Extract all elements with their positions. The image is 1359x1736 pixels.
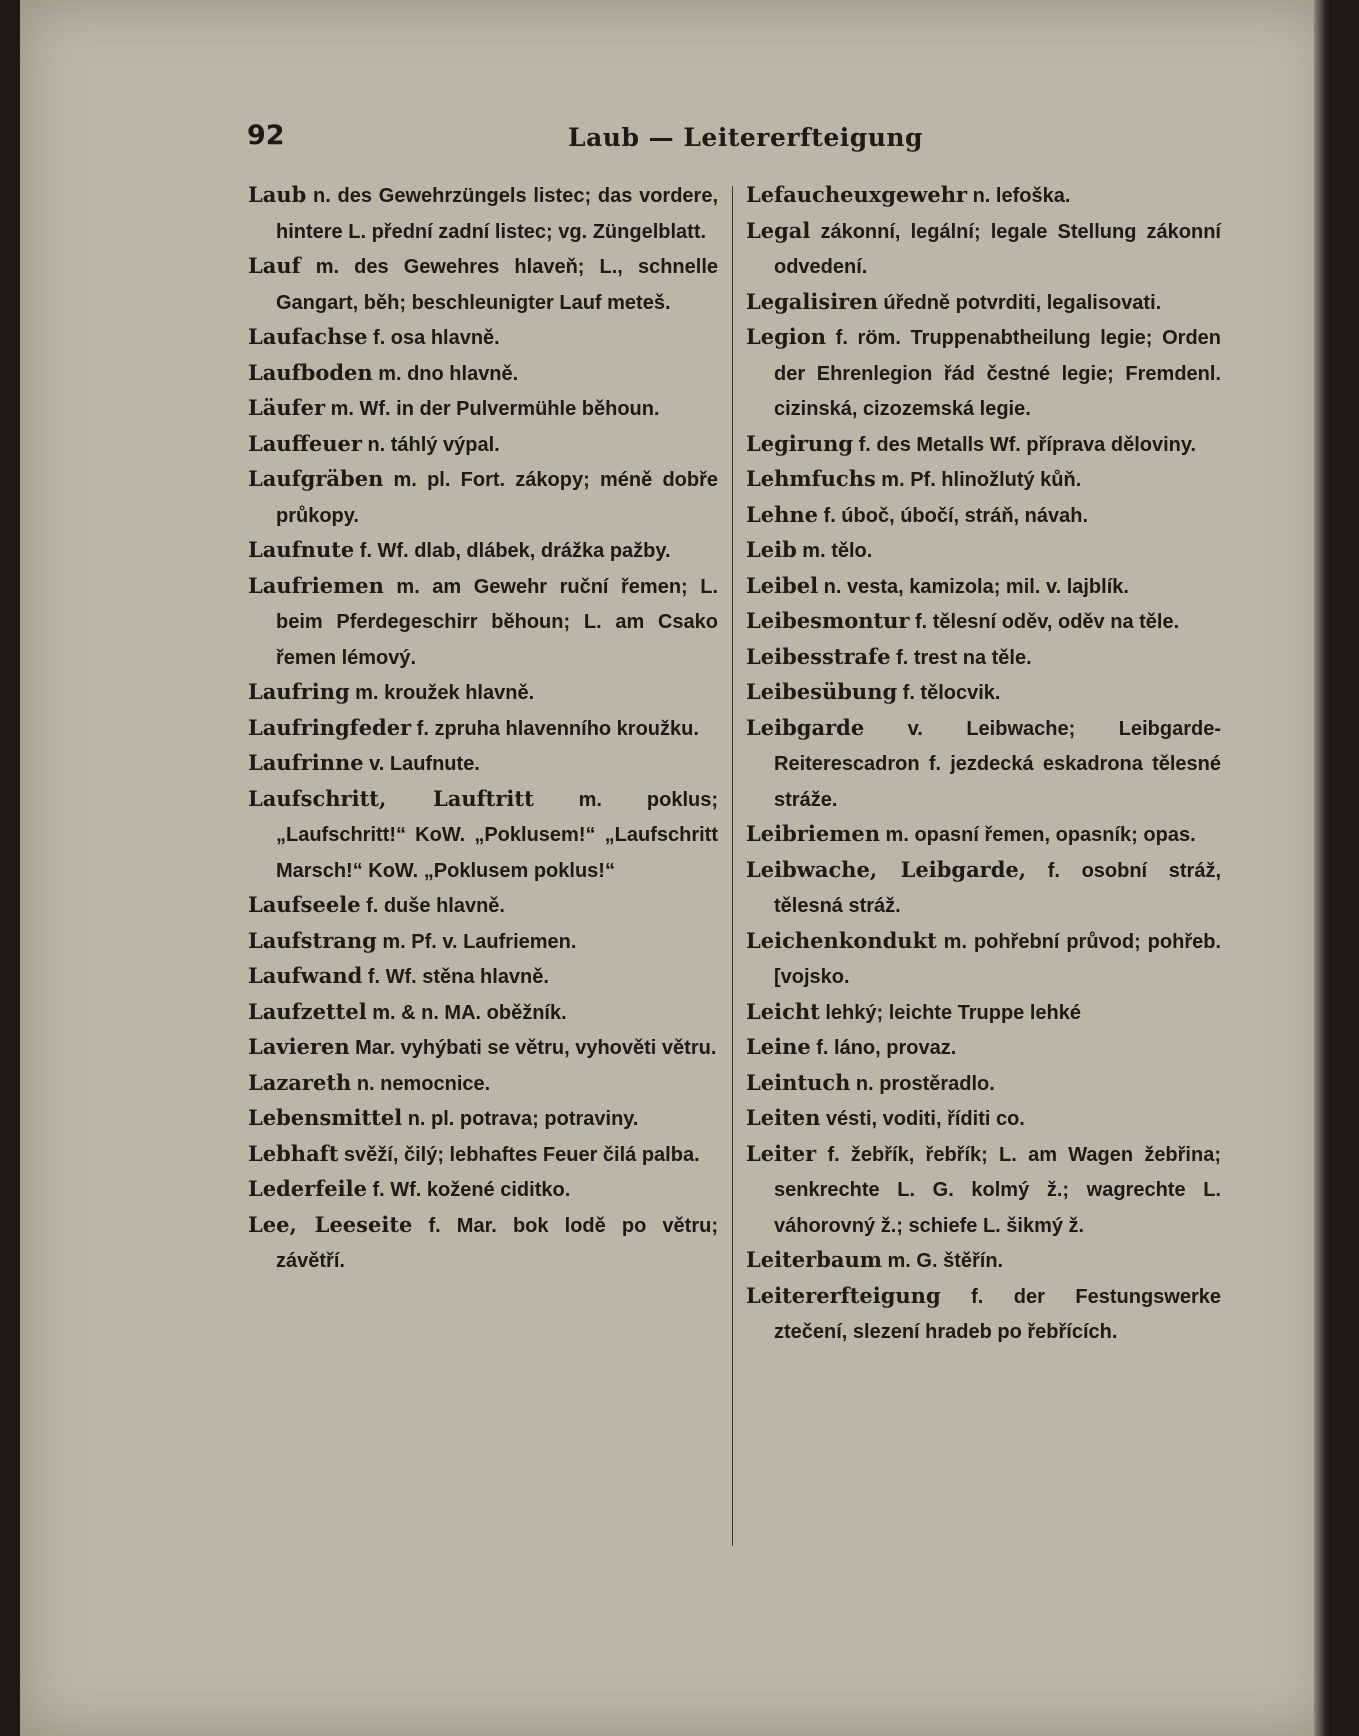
entry-headword: Laub [248, 182, 307, 207]
entry-definition: n. prostěradlo. [855, 1072, 995, 1095]
entry-definition: f. tělocvik. [902, 682, 1001, 704]
dictionary-entry [248, 391, 718, 427]
entry-definition: n. táhlý výpal. [367, 433, 500, 456]
column-divider [732, 186, 733, 1546]
dictionary-entry [248, 569, 718, 676]
dictionary-entry [746, 995, 1221, 1031]
dictionary-entry [746, 640, 1221, 676]
entry-definition: f. der Festungswerke ztečení, slezení hradeb po řebřících. [774, 1285, 1222, 1343]
entry-definition: f. Mar. bok lodě po větru; závětří. [276, 1214, 718, 1272]
right-column [746, 178, 1221, 1350]
dictionary-entry [746, 1101, 1221, 1137]
dictionary-entry [248, 888, 718, 924]
entry-definition: v. Leibwache; Leibgarde-Reiterescadron f. jezdecká eskadrona tělesné stráže. [774, 717, 1221, 811]
entry-definition: lehký; leichte Truppe lehké [825, 1001, 1082, 1024]
entry-definition: f. trest na těle. [896, 646, 1032, 669]
entry-definition: n. lefoška. [972, 185, 1071, 207]
dictionary-entry [248, 249, 718, 320]
dictionary-entry [248, 533, 718, 569]
entry-definition: m. tělo. [802, 540, 873, 562]
entry-definition: f. Wf. dlab, dlábek, drážka pažby. [359, 540, 671, 562]
dictionary-entry [248, 1101, 718, 1137]
entry-headword: Leib [746, 537, 797, 562]
entry-definition: f. osa hlavně. [373, 327, 500, 349]
dictionary-entry [248, 1030, 718, 1066]
entry-definition: f. Wf. kožené ciditko. [372, 1179, 571, 1201]
dictionary-entry [248, 746, 718, 782]
dictionary-entry [746, 178, 1221, 214]
page-number: 92 [247, 120, 285, 151]
entry-headword: Lazareth [248, 1069, 352, 1095]
entry-definition: m. pl. Fort. zákopy; méně dobře průkopy. [276, 469, 719, 527]
entry-headword: Leitererfteigung [746, 1282, 941, 1308]
entry-headword: Leiten [746, 1105, 821, 1130]
entry-headword: Leichenkondukt [746, 927, 937, 953]
entry-headword: Laufzettel [248, 998, 367, 1024]
dictionary-entry [248, 959, 718, 995]
dictionary-entry [248, 462, 718, 533]
running-head: Laub — Leitererfteigung [568, 123, 924, 152]
entry-headword: Legal [746, 217, 811, 243]
dictionary-entry [248, 427, 718, 463]
entry-definition: úředně potvrditi, legalisovati. [883, 291, 1162, 314]
entry-definition: vésti, voditi, říditi co. [825, 1108, 1025, 1130]
entry-headword: Laufgräben [248, 466, 384, 491]
entry-headword: Laufstrang [248, 927, 377, 953]
dictionary-entry [248, 711, 718, 747]
entry-definition: f. láno, provaz. [816, 1037, 957, 1059]
entry-headword: Leibesmontur [746, 608, 910, 633]
entry-definition: f. úboč, úbočí, stráň, návah. [823, 504, 1089, 527]
entry-definition: n. des Gewehrzüngels listec; das vordere, hintere L. přední zadní listec; vg. Züngelblatt. [276, 185, 719, 243]
entry-headword: Leine [746, 1034, 811, 1059]
entry-headword: Lauffeuer [248, 430, 362, 456]
entry-headword: Lebensmittel [248, 1105, 403, 1130]
dictionary-entry [248, 356, 718, 392]
dictionary-entry [746, 214, 1221, 285]
entry-headword: Laufrinne [248, 750, 364, 775]
entry-definition: v. Laufnute. [369, 753, 480, 775]
entry-headword: Läufer [248, 395, 326, 420]
entry-definition: f. Wf. stěna hlavně. [367, 966, 549, 988]
dictionary-entry [746, 1030, 1221, 1066]
entry-definition: f. des Metalls Wf. příprava děloviny. [858, 433, 1197, 456]
entry-definition: zákonní, legální; legale Stellung zákonní odvedení. [774, 220, 1221, 278]
entry-headword: Leiter [746, 1140, 817, 1166]
entry-definition: n. nemocnice. [356, 1072, 491, 1095]
entry-headword: Laufwand [248, 963, 363, 988]
entry-definition: svěží, čilý; lebhaftes Feuer čilá palba. [343, 1143, 700, 1166]
entry-headword: Leibgarde [746, 714, 865, 740]
entry-definition: f. žebřík, řebřík; L. am Wagen žebřina; senkrechte L. G. kolmý ž.; wagrechte L. váhorovný ž.; schiefe L. šikmý ž. [774, 1143, 1221, 1237]
entry-headword: Leicht [746, 998, 820, 1024]
dictionary-entry [746, 1137, 1221, 1244]
dictionary-entry [248, 675, 718, 711]
dictionary-entry [746, 427, 1221, 463]
entry-headword: Leibwache, Leibgarde, [746, 856, 1027, 882]
dictionary-entry [248, 995, 718, 1031]
dictionary-entry [248, 924, 718, 960]
dictionary-entry [746, 320, 1221, 427]
dictionary-entry [746, 675, 1221, 711]
entry-headword: Laufboden [248, 359, 373, 385]
dictionary-page [20, 0, 1332, 1736]
entry-definition: m. pohřební průvod; pohřeb. [vojsko. [774, 930, 1221, 988]
dictionary-entry [746, 924, 1221, 995]
entry-definition: f. osobní stráž, tělesná stráž. [774, 859, 1222, 917]
dictionary-entry [248, 178, 718, 249]
entry-headword: Leibriemen [746, 821, 881, 846]
entry-definition: m. dno hlavně. [378, 362, 519, 385]
entry-headword: Lauf [248, 253, 301, 278]
entry-headword: Legion [746, 324, 827, 349]
entry-headword: Laufseele [248, 892, 361, 917]
entry-headword: Lebhaft [248, 1140, 339, 1166]
entry-definition: m. am Gewehr ruční řemen; L. beim Pferdegeschirr běhoun; L. am Csako řemen lémový. [276, 575, 718, 669]
entry-definition: n. vesta, kamizola; mil. v. lajblík. [823, 575, 1129, 598]
dictionary-entry [248, 1066, 718, 1102]
dictionary-entry [746, 1066, 1221, 1102]
entry-headword: Leibesübung [746, 679, 898, 704]
dictionary-entry [746, 1243, 1221, 1279]
entry-headword: Leibel [746, 572, 819, 598]
entry-headword: Leiterbaum [746, 1247, 883, 1272]
entry-definition: m. Pf. hlinožlutý kůň. [881, 469, 1082, 491]
entry-definition: m. opasní řemen, opasník; opas. [885, 824, 1196, 846]
entry-definition: Mar. vyhýbati se větru, vyhověti větru. [355, 1037, 717, 1059]
entry-headword: Laufringfeder [248, 714, 412, 740]
entry-headword: Leibesstrafe [746, 643, 891, 669]
entry-definition: m. poklus; „Laufschritt!“ KoW. „Poklusem!“ „Laufschritt Marsch!“ KoW. „Poklusem poklus!“ [276, 788, 718, 882]
entry-headword: Legalisiren [746, 288, 878, 314]
dictionary-entry [248, 782, 718, 889]
dictionary-entry [746, 604, 1221, 640]
dictionary-entry [248, 1208, 718, 1279]
entry-headword: Leintuch [746, 1069, 851, 1095]
entry-definition: f. duše hlavně. [366, 895, 505, 917]
entry-headword: Lee, Leeseite [248, 1211, 413, 1237]
dictionary-entry [746, 498, 1221, 534]
entry-headword: Lederfeile [248, 1176, 367, 1201]
entry-definition: f. röm. Truppenabtheilung legie; Orden der Ehrenlegion řád čestné legie; Fremdenl. cizinská, cizozemská legie. [774, 327, 1222, 420]
entry-definition: f. tělesní oděv, oděv na těle. [915, 611, 1180, 633]
dictionary-entry [746, 817, 1221, 853]
entry-definition: m. G. štěřín. [887, 1250, 1004, 1272]
dictionary-entry [248, 1137, 718, 1173]
entry-headword: Lavieren [248, 1034, 350, 1059]
dictionary-entry [746, 285, 1221, 321]
book-spine [1314, 0, 1332, 1736]
dictionary-entry [746, 711, 1221, 818]
entry-definition: m. des Gewehres hlaveň; L., schnelle Gangart, běh; beschleunigter Lauf meteš. [276, 256, 718, 314]
entry-headword: Lehmfuchs [746, 466, 876, 491]
entry-headword: Laufriemen [248, 572, 384, 598]
entry-headword: Laufachse [248, 324, 368, 349]
entry-definition: n. pl. potrava; potraviny. [407, 1108, 639, 1130]
entry-definition: m. Wf. in der Pulvermühle běhoun. [330, 398, 660, 420]
entry-definition: m. Pf. v. Laufriemen. [382, 930, 577, 953]
entry-headword: Legirung [746, 430, 854, 456]
entry-definition: m. & n. MA. oběžník. [372, 1001, 567, 1024]
dictionary-entry [248, 320, 718, 356]
entry-headword: Laufschritt, Lauftritt [248, 785, 534, 811]
entry-definition: m. kroužek hlavně. [355, 682, 535, 704]
entry-headword: Lehne [746, 501, 819, 527]
dictionary-entry [746, 1279, 1221, 1350]
dictionary-entry [746, 533, 1221, 569]
dictionary-entry [746, 462, 1221, 498]
entry-headword: Laufring [248, 679, 350, 704]
left-column [248, 178, 718, 1279]
entry-headword: Laufnute [248, 537, 355, 562]
entry-headword: Lefaucheuxgewehr [746, 182, 968, 207]
entry-definition: f. zpruha hlavenního kroužku. [416, 717, 699, 740]
dictionary-entry [746, 853, 1221, 924]
dictionary-entry [248, 1172, 718, 1208]
dictionary-entry [746, 569, 1221, 605]
